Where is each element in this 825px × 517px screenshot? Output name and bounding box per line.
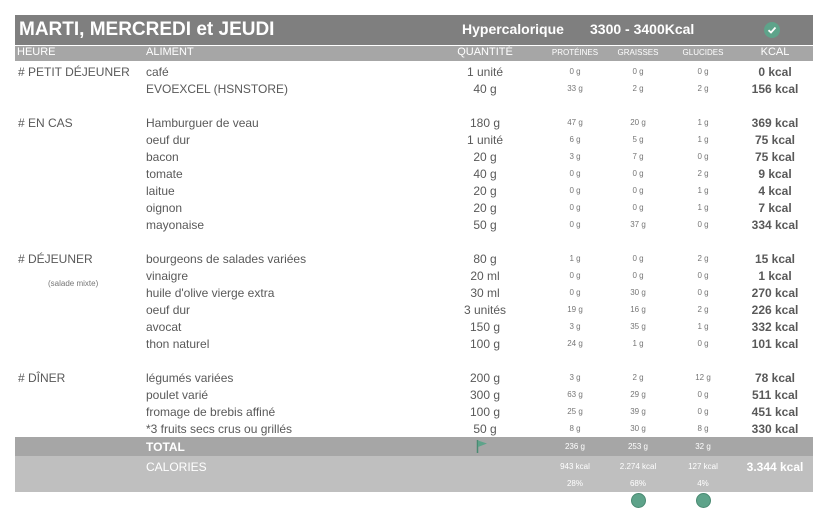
food-glucides: 0 g [697,271,709,280]
food-glucides: 0 g [697,288,709,297]
food-kcal: 15 kcal [754,252,796,266]
section-dejeuner: # DÉJEUNER [18,252,93,266]
food-glucides: 0 g [697,390,709,399]
food-graisses: 2 g [632,373,644,382]
col-quantite: QUANTITÉ [457,46,513,58]
food-graisses: 29 g [630,390,646,399]
kcal-range: 3300 - 3400Kcal [590,21,695,37]
food-proteines: 33 g [567,84,583,93]
food-graisses: 0 g [632,186,644,195]
food-proteines: 3 g [569,322,581,331]
check-circle-icon [764,22,780,38]
food-kcal: 330 kcal [751,422,799,436]
food-quantity: 180 g [469,116,501,130]
food-glucides: 2 g [697,305,709,314]
food-name: EVOEXCEL (HSNSTORE) [146,82,289,96]
page-title: MARTI, MERCREDI et JEUDI [19,19,275,40]
food-quantity: 20 g [473,201,497,215]
food-kcal: 156 kcal [751,82,799,96]
food-quantity: 30 ml [470,286,500,300]
food-kcal: 78 kcal [754,371,796,385]
food-quantity: 40 g [473,82,497,96]
col-heure: HEURE [17,46,56,58]
food-kcal: 101 kcal [751,337,799,351]
food-proteines: 6 g [569,135,581,144]
food-quantity: 100 g [469,405,501,419]
food-kcal: 9 kcal [758,167,792,181]
food-quantity: 50 g [473,218,497,232]
food-graisses: 20 g [630,118,646,127]
food-graisses: 0 g [632,203,644,212]
food-graisses: 2 g [632,84,644,93]
food-glucides: 8 g [697,424,709,433]
food-glucides: 0 g [697,339,709,348]
food-kcal: 7 kcal [758,201,792,215]
food-graisses: 39 g [630,407,646,416]
food-glucides: 1 g [697,322,709,331]
food-kcal: 226 kcal [751,303,799,317]
food-graisses: 0 g [632,271,644,280]
food-name: mayonaise [146,218,205,232]
food-graisses: 7 g [632,152,644,161]
food-proteines: 0 g [569,169,581,178]
food-proteines: 0 g [569,203,581,212]
food-quantity: 200 g [469,371,501,385]
food-kcal: 0 kcal [758,65,792,79]
food-quantity: 3 unités [463,303,507,317]
food-glucides: 0 g [697,220,709,229]
food-quantity: 40 g [473,167,497,181]
food-quantity: 20 g [473,184,497,198]
food-glucides: 1 g [697,135,709,144]
food-proteines: 63 g [567,390,583,399]
food-proteines: 3 g [569,373,581,382]
food-proteines: 24 g [567,339,583,348]
pct-graisses: 68% [629,479,646,488]
food-kcal: 332 kcal [751,320,799,334]
section-dejeuner-note: (salade mixte) [48,279,99,288]
col-aliment: ALIMENT [146,46,194,58]
food-proteines: 0 g [569,288,581,297]
food-kcal: 75 kcal [754,150,796,164]
food-name: poulet varié [146,388,209,402]
food-glucides: 0 g [697,407,709,416]
food-quantity: 1 unité [466,133,504,147]
food-name: tomate [146,167,183,181]
food-name: café [146,65,169,79]
food-glucides: 12 g [695,373,711,382]
food-kcal: 4 kcal [758,184,792,198]
section-diner: # DÎNER [18,371,66,385]
food-kcal: 75 kcal [754,133,796,147]
food-quantity: 1 unité [466,65,504,79]
total-proteines: 236 g [564,442,586,451]
food-proteines: 0 g [569,220,581,229]
food-name: oeuf dur [146,133,191,147]
food-proteines: 19 g [567,305,583,314]
food-kcal: 511 kcal [751,388,799,402]
food-name: fromage de brebis affiné [146,405,276,419]
col-kcal: KCAL [760,46,790,58]
food-graisses: 16 g [630,305,646,314]
food-name: *3 fruits secs crus ou grillés [146,422,293,436]
food-kcal: 369 kcal [751,116,799,130]
food-glucides: 0 g [697,152,709,161]
food-name: bourgeons de salades variées [146,252,307,266]
food-graisses: 0 g [632,67,644,76]
food-name: vinaigre [146,269,189,283]
food-graisses: 0 g [632,254,644,263]
food-glucides: 1 g [697,118,709,127]
food-proteines: 0 g [569,67,581,76]
glucides-indicator-icon [696,493,711,508]
food-quantity: 100 g [469,337,501,351]
pct-proteines: 28% [566,479,583,488]
food-name: avocat [146,320,182,334]
calories-glucides: 127 kcal [688,462,718,471]
food-proteines: 25 g [567,407,583,416]
section-en-cas: # EN CAS [18,116,73,130]
food-name: laitue [146,184,175,198]
food-quantity: 20 g [473,150,497,164]
graisses-indicator-icon [631,493,646,508]
section-petit-dejeuner: # PETIT DÉJEUNER [18,65,130,79]
food-graisses: 35 g [630,322,646,331]
food-proteines: 0 g [569,186,581,195]
food-graisses: 30 g [630,424,646,433]
food-proteines: 3 g [569,152,581,161]
col-proteines: PROTÉINES [551,48,599,57]
col-glucides: GLUCIDES [682,48,724,57]
food-glucides: 2 g [697,169,709,178]
calories-label: CALORIES [146,460,207,474]
total-glucides: 32 g [695,442,711,451]
food-quantity: 20 ml [470,269,500,283]
calories-graisses: 2.274 kcal [619,462,657,471]
food-proteines: 47 g [567,118,583,127]
food-name: légumés variées [146,371,234,385]
food-graisses: 5 g [632,135,644,144]
total-label: TOTAL [146,440,185,454]
food-quantity: 50 g [473,422,497,436]
plan-label: Hypercalorique [462,21,564,37]
total-graisses: 253 g [627,442,649,451]
col-graisses: GRAISSES [617,48,659,57]
food-graisses: 0 g [632,169,644,178]
food-graisses: 37 g [630,220,646,229]
food-name: huile d'olive vierge extra [146,286,275,300]
food-glucides: 1 g [697,186,709,195]
food-quantity: 80 g [473,252,497,266]
food-proteines: 1 g [569,254,581,263]
food-name: oignon [146,201,183,215]
food-name: oeuf dur [146,303,191,317]
food-glucides: 0 g [697,67,709,76]
food-kcal: 270 kcal [751,286,799,300]
food-quantity: 150 g [469,320,501,334]
food-quantity: 300 g [469,388,501,402]
food-proteines: 0 g [569,271,581,280]
food-kcal: 1 kcal [758,269,792,283]
food-name: bacon [146,150,179,164]
food-name: Hamburguer de veau [146,116,259,130]
food-glucides: 2 g [697,84,709,93]
food-kcal: 334 kcal [751,218,799,232]
food-proteines: 8 g [569,424,581,433]
food-glucides: 2 g [697,254,709,263]
food-graisses: 30 g [630,288,646,297]
food-kcal: 451 kcal [751,405,799,419]
calories-total: 3.344 kcal [746,460,804,474]
food-name: thon naturel [146,337,210,351]
food-glucides: 1 g [697,203,709,212]
pct-glucides: 4% [697,479,709,488]
food-graisses: 1 g [632,339,644,348]
calories-proteines: 943 kcal [560,462,590,471]
